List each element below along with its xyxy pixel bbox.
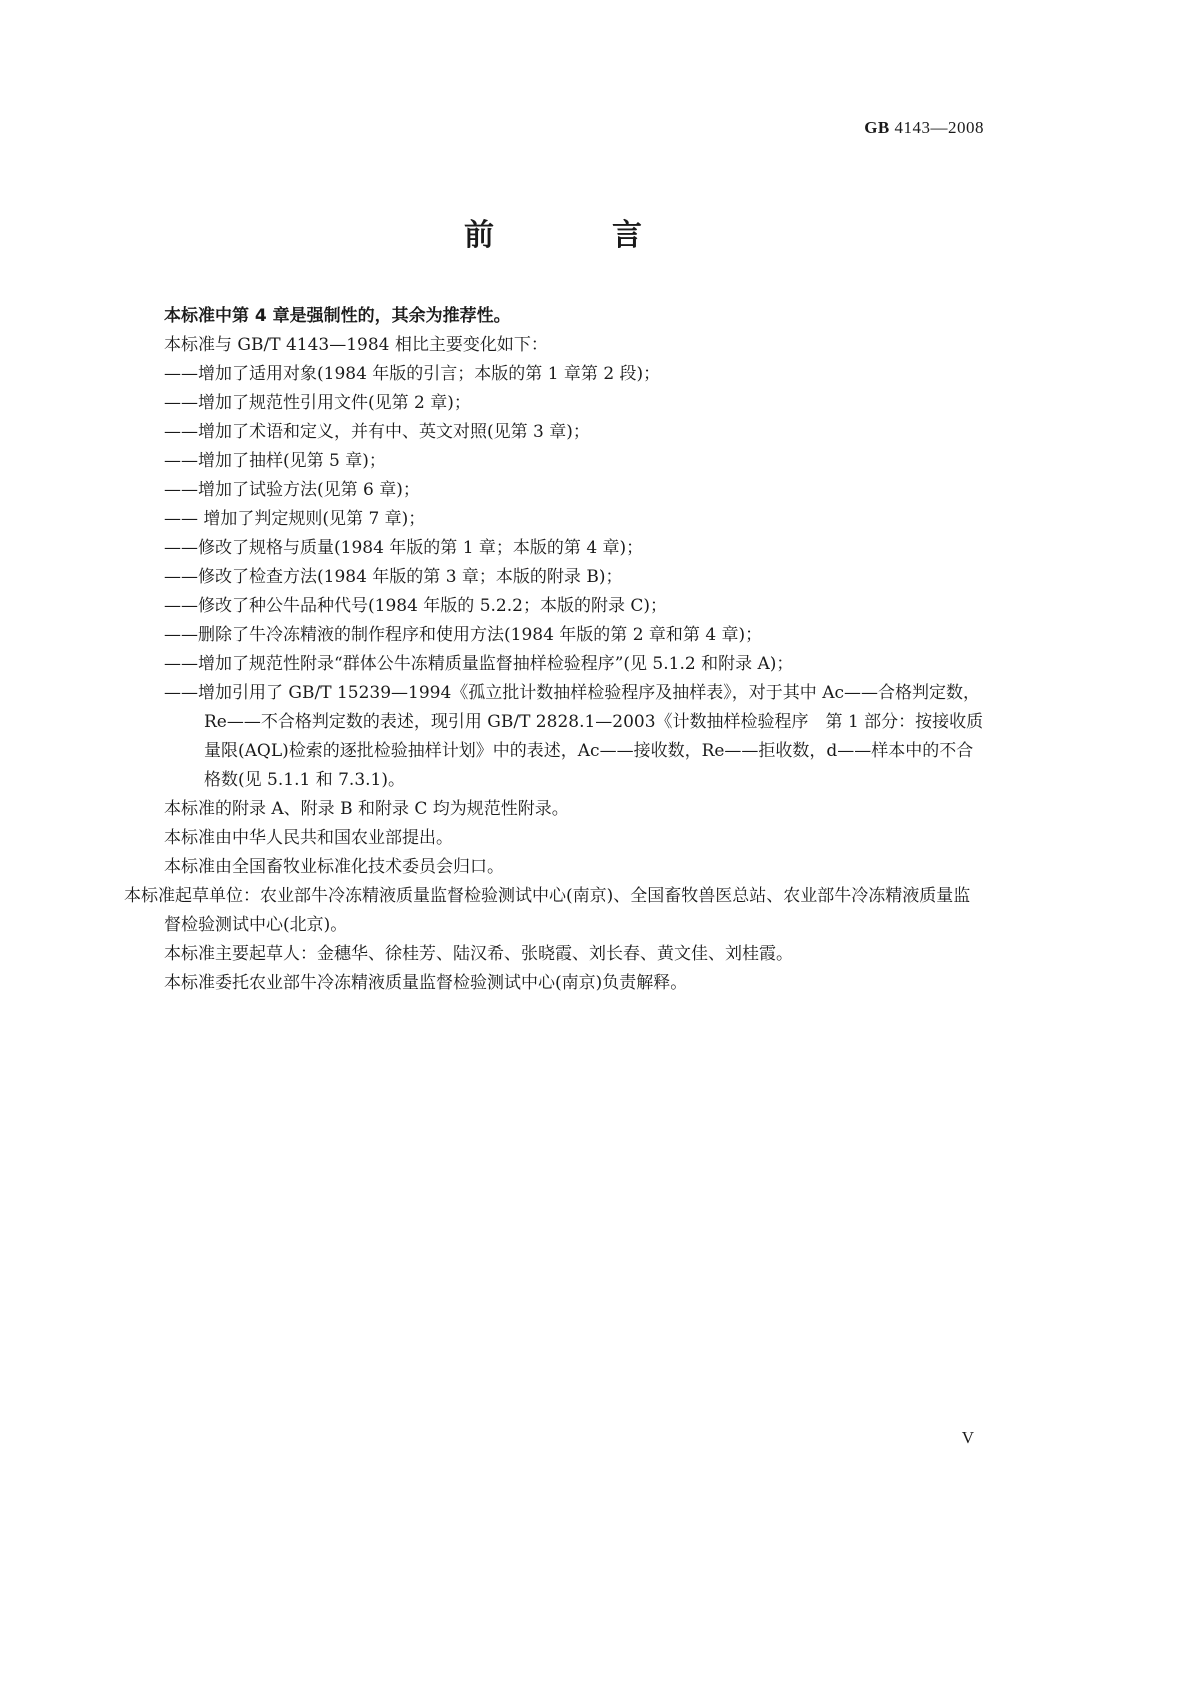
document-body bbox=[124, 302, 984, 998]
drafting-units-text: 本标准起草单位：农业部牛冷冻精液质量监督检验测试中心(南京)、全国畜牧兽医总站、农业部牛冷冻精液质量监督检验测试中心(北京)。 bbox=[124, 886, 971, 935]
changes-list bbox=[164, 360, 984, 795]
list-item: ——修改了检查方法(1984 年版的第 3 章；本版的附录 B)； bbox=[164, 567, 623, 587]
drafters: 本标准主要起草人：金穗华、徐桂芳、陆汉希、张晓霞、刘长春、黄文佳、刘桂霞。 bbox=[164, 944, 793, 964]
interpretation-statement: 本标准委托农业部牛冷冻精液质量监督检验测试中心(南京)负责解释。 bbox=[164, 973, 688, 993]
list-item: ——修改了种公牛品种代号(1984 年版的 5.2.2；本版的附录 C)； bbox=[164, 596, 668, 616]
drafting-units bbox=[124, 882, 984, 940]
committee-statement: 本标准由全国畜牧业标准化技术委员会归口。 bbox=[164, 857, 504, 877]
page-title: 前 言 bbox=[464, 218, 686, 253]
standard-number bbox=[864, 118, 984, 138]
changes-intro: 本标准与 GB/T 4143—1984 相比主要变化如下： bbox=[164, 335, 548, 355]
appendix-statement: 本标准的附录 A、附录 B 和附录 C 均为规范性附录。 bbox=[164, 799, 569, 819]
list-item: ——增加了适用对象(1984 年版的引言；本版的第 1 章第 2 段)； bbox=[164, 364, 661, 384]
list-item: ——删除了牛冷冻精液的制作程序和使用方法(1984 年版的第 2 章和第 4 章)； bbox=[164, 625, 763, 645]
proposer-statement: 本标准由中华人民共和国农业部提出。 bbox=[164, 828, 453, 848]
list-item: ——增加引用了 GB/T 15239—1994《孤立批计数抽样检验程序及抽样表》，对于其中 Ac——合格判定数，Re——不合格判定数的表述，现引用 GB/T 2828.1—2003《计数抽样检验程序 第 1 部分：按接收质量限(AQL)检索的逐批检验抽样计划》中的表述，Ac——接收数，Re——拒收数，d——样本中的不合格数(见 5.1.1 和 7.3.1)。 bbox=[164, 683, 984, 790]
standard-code: 4143—2008 bbox=[894, 118, 984, 137]
standard-prefix: GB bbox=[864, 118, 890, 137]
list-item: ——增加了术语和定义，并有中、英文对照(见第 3 章)； bbox=[164, 422, 590, 442]
list-item: ——增加了规范性引用文件(见第 2 章)； bbox=[164, 393, 471, 413]
list-item: ——增加了试验方法(见第 6 章)； bbox=[164, 480, 420, 500]
list-item: ——增加了规范性附录“群体公牛冻精质量监督抽样检验程序”(见 5.1.2 和附录 A)； bbox=[164, 654, 794, 674]
list-item: ——增加了抽样(见第 5 章)； bbox=[164, 451, 386, 471]
mandatory-statement: 本标准中第 4 章是强制性的，其余为推荐性。 bbox=[164, 306, 511, 326]
page-number: V bbox=[961, 1428, 974, 1447]
list-item: ——修改了规格与质量(1984 年版的第 1 章；本版的第 4 章)； bbox=[164, 538, 644, 558]
list-item: —— 增加了判定规则(见第 7 章)； bbox=[164, 509, 426, 529]
